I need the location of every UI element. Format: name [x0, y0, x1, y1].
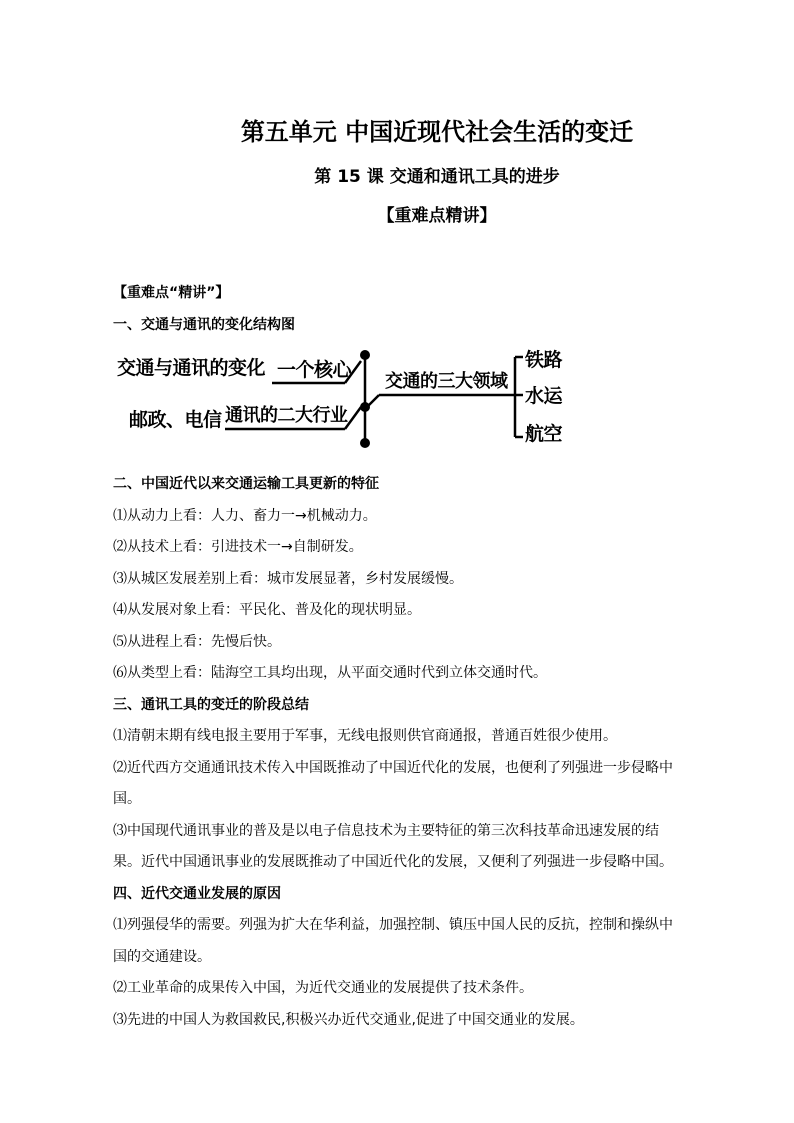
list-item: ⑸从进程上看：先慢后快。: [113, 633, 281, 650]
diagram-fields: 交通的三大领域: [385, 371, 508, 392]
diagram-root-bottom: 邮政、电信: [129, 409, 222, 431]
list-item: ⑹从类型上看：陆海空工具均出现，从平面交通时代到立体交通时代。: [113, 665, 547, 681]
list-item: ⑶先进的中国人为救国救民,积极兴办近代交通业,促进了中国交通业的发展。: [113, 1011, 584, 1028]
list-item: ⑴列强侵华的需要。列强为扩大在华利益，加强控制、镇压中国人民的反抗，控制和操纵中国的交通建设。: [113, 917, 673, 965]
section-title: 【重难点精讲】: [377, 206, 497, 226]
list-item: ⑶从城区发展差别上看：城市发展显著，乡村发展缓慢。: [113, 570, 463, 587]
list-item: ⑵近代西方交通通讯技术传入中国既推动了中国近代化的发展，也便利了列强进一步侵略中国。: [113, 759, 673, 807]
section1-heading: 一、交通与通讯的变化结构图: [113, 316, 295, 333]
intro-label: 【重难点“精讲”】: [113, 285, 230, 301]
diagram-item-aviation: 航空: [525, 423, 563, 445]
section2-heading: 二、中国近代以来交通运输工具更新的特征: [113, 476, 379, 492]
diagram-root-top: 交通与通讯的变化: [117, 357, 266, 379]
unit-title: 第五单元 中国近现代社会生活的变迁: [240, 118, 634, 146]
lesson-title: 第 15 课 交通和通讯工具的进步: [314, 167, 560, 187]
section4-heading: 四、近代交通业发展的原因: [113, 885, 281, 902]
diagram-item-waterway: 水运: [525, 385, 563, 407]
diagram-core: 一个核心: [277, 359, 352, 381]
section3-heading: 三、通讯工具的变迁的阶段总结: [113, 696, 309, 713]
document-body: [113, 278, 683, 1036]
list-item: ⑷从发展对象上看：平民化、普及化的现状明显。: [113, 602, 421, 618]
list-item: ⑵从技术上看：引进技术一→自制研发。: [113, 539, 363, 555]
list-item: ⑴清朝末期有线电报主要用于军事，无线电报则供官商通报，普通百姓很少使用。: [113, 728, 617, 744]
diagram-item-railway: 铁路: [525, 349, 563, 371]
structure-diagram: [117, 347, 567, 459]
list-item: ⑵工业革命的成果传入中国，为近代交通业的发展提供了技术条件。: [113, 980, 533, 996]
list-item: ⑴从动力上看：人力、畜力一→机械动力。: [113, 507, 377, 524]
diagram-industries: 通讯的二大行业: [225, 405, 348, 426]
list-item: ⑶中国现代通讯事业的普及是以电子信息技术为主要特征的第三次科技革命迅速发展的结果。近代中国通讯事业的发展既推动了中国近代化的发展，又便利了列强进一步侵略中国。: [113, 822, 673, 870]
